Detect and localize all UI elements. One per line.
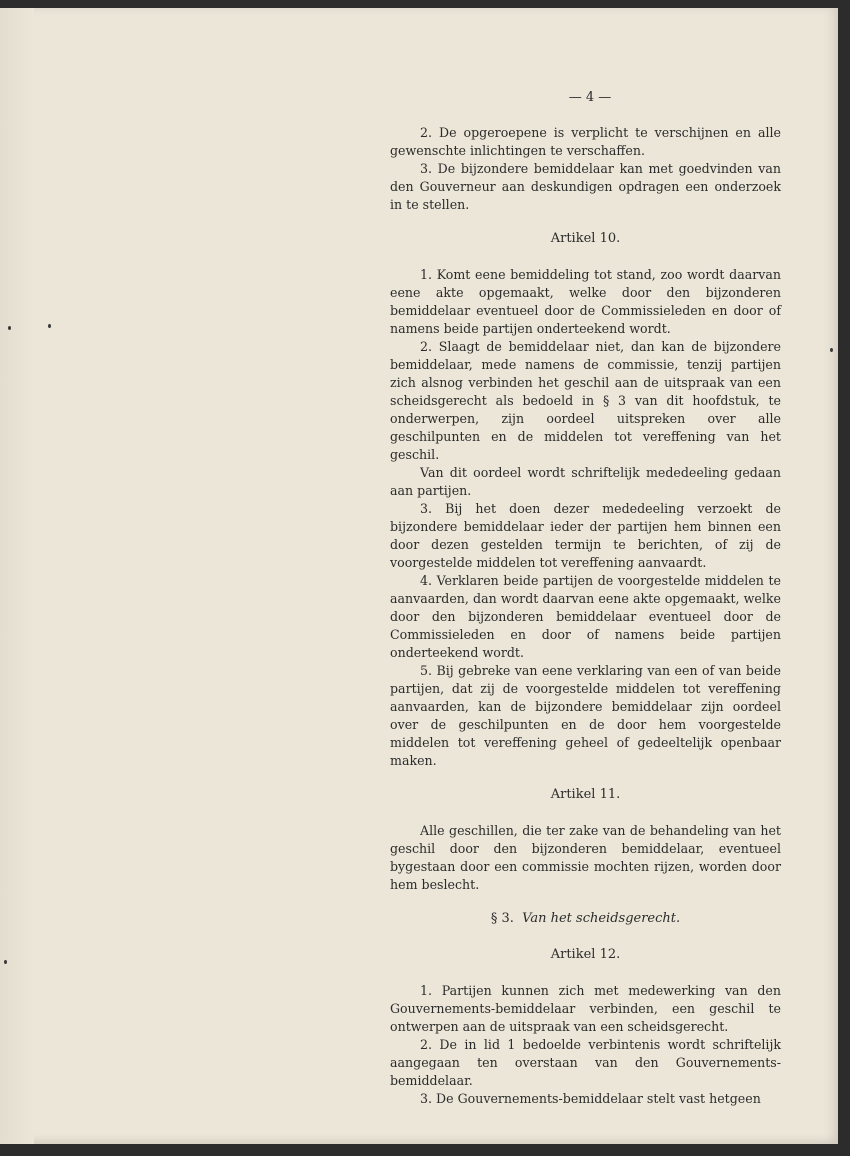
scan-speck: [48, 324, 51, 328]
page-margin-shadow: [0, 8, 34, 1144]
paragraph: Alle geschillen, die ter zake van de behandeling van het geschil door den bijzonderen bemiddelaar, eventueel bygestaan door een commissie mochten rijzen, worden door hem beslecht.: [390, 823, 781, 892]
page-number: — 4 —: [568, 90, 612, 105]
paragraph: 2. De in lid 1 bedoelde verbintenis wordt schriftelijk aangegaan ten overstaan van den Gouvernements-bemiddelaar.: [390, 1037, 781, 1088]
section-heading: [390, 910, 781, 928]
paragraph: 3. De bijzondere bemiddelaar kan met goedvinden van den Gouverneur aan deskundigen opdragen een onderzoek in te stellen.: [390, 161, 781, 212]
scan-speck: [4, 960, 7, 964]
paragraph: 5. Bij gebreke van eene verklaring van een of van beide partijen, dat zij de voorgestelde middelen tot vereffening aanvaarden, kan de bijzondere bemiddelaar zijn oordeel over de geschilpunten en de door hem voorgestelde middelen tot vereffening geheel of gedeeltelijk openbaar maken.: [390, 663, 781, 768]
paragraph: 4. Verklaren beide partijen de voorgestelde middelen te aanvaarden, dan wordt daarvan eene akte opgemaakt, welke door den bijzonderen bemiddelaar eventueel door de Commissieleden en door of namens beide partijen onderteekend wordt.: [390, 573, 781, 660]
section-title: Van het scheidsgerecht.: [522, 911, 681, 926]
section-number: § 3.: [490, 911, 514, 926]
paragraph: 3. Bij het doen dezer mededeeling verzoekt de bijzondere bemiddelaar ieder der partijen hem binnen een door dezen gestelden termijn te berichten, of zij de voorgestelde middelen tot vereffening aanvaardt.: [390, 501, 781, 570]
paragraph: 1. Partijen kunnen zich met medewerking van den Gouvernements-bemiddelaar verbinden, een geschil te ontwerpen aan de uitspraak van een scheidsgerecht.: [390, 983, 781, 1034]
article-heading: Artikel 12.: [550, 947, 621, 962]
scan-speck: [830, 348, 833, 352]
paragraph: 3. De Gouvernements-bemiddelaar stelt vast hetgeen: [420, 1091, 761, 1106]
paragraph: 2. De opgeroepene is verplicht te verschijnen en alle gewenschte inlichtingen te verschaffen.: [390, 125, 781, 158]
scan-speck: [8, 326, 11, 330]
paragraph: Van dit oordeel wordt schriftelijk mededeeling gedaan aan partijen.: [390, 465, 781, 498]
paragraph: 2. Slaagt de bemiddelaar niet, dan kan de bijzondere bemiddelaar, mede namens de commissie, tenzij partijen zich alsnog verbinden het geschil aan de uitspraak van een scheidsgerecht als bedoeld in § 3 van dit hoofdstuk, te onderwerpen, zijn oordeel uitspreken over alle geschilpunten en de middelen tot vereffening van het geschil.: [390, 339, 781, 462]
document-body: [390, 124, 781, 1108]
article-heading: Artikel 10.: [550, 231, 621, 246]
article-heading: Artikel 11.: [550, 787, 621, 802]
paragraph: 1. Komt eene bemiddeling tot stand, zoo wordt daarvan eene akte opgemaakt, welke door den bijzonderen bemiddelaar eventueel door de Commissieleden en door of namens beide partijen onderteekend wordt.: [390, 267, 781, 336]
